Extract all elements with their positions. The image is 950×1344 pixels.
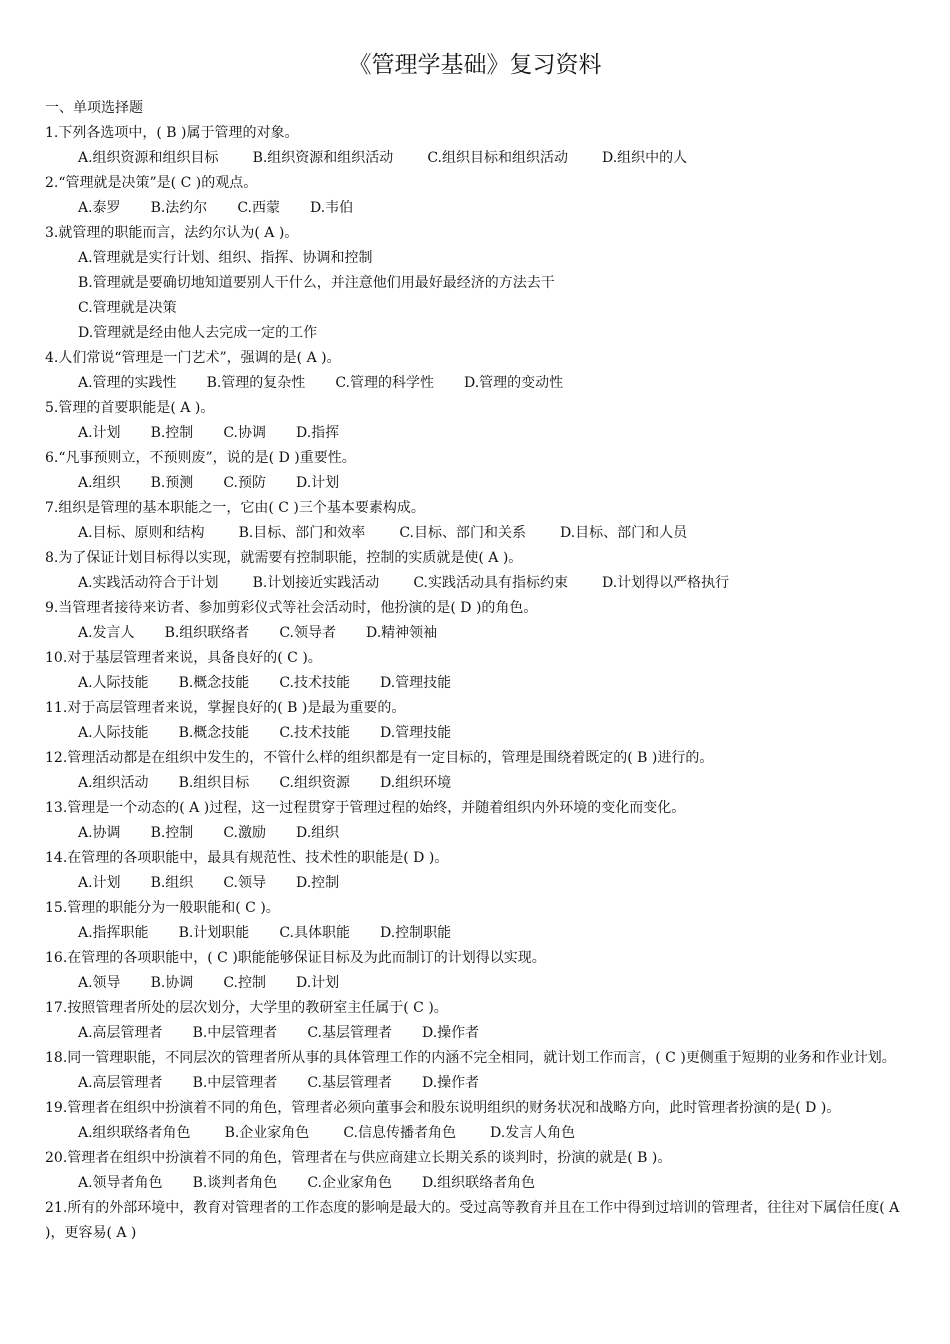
option-text: A.计划 (78, 875, 121, 891)
option-text: D.管理技能 (379, 675, 452, 691)
option-text: B.组织目标 (178, 775, 250, 791)
question-stem: 5.管理的首要职能是( A )。 (45, 400, 215, 416)
question-stem: 4.人们常说“管理是一门艺术”，强调的是( A )。 (45, 350, 341, 366)
option-text: A.指挥职能 (78, 925, 149, 941)
option-text: C.预防 (223, 475, 266, 491)
question-stem: 2.“管理就是决策”是( C )的观点。 (45, 175, 258, 191)
option-row (45, 671, 907, 696)
option-text: D.组织中的人 (601, 150, 688, 166)
question-item (45, 646, 907, 696)
option-text: D.韦伯 (309, 200, 354, 216)
question-item (45, 896, 907, 946)
question-item (45, 1046, 907, 1096)
option-row (45, 1171, 907, 1196)
option-text: B.中层管理者 (192, 1025, 278, 1041)
question-item (45, 221, 907, 346)
question-item (45, 696, 907, 746)
option-text: C.管理的科学性 (335, 375, 434, 391)
question-stem: 13.管理是一个动态的( A )过程，这一过程贯穿于管理过程的始终，并随着组织内外环境的变化而变化。 (45, 800, 686, 816)
option-text: B.目标、部门和效率 (238, 525, 366, 541)
option-text: A.领导者角色 (78, 1175, 163, 1191)
option-text: A.管理的实践性 (78, 375, 177, 391)
option-text: C.协调 (223, 425, 266, 441)
option-text: C.西蒙 (237, 200, 280, 216)
option-text: D.精神领袖 (365, 625, 438, 641)
question-stem: 8.为了保证计划目标得以实现，就需要有控制职能，控制的实质就是使( A )。 (45, 550, 523, 566)
question-item (45, 846, 907, 896)
option-text: C.组织资源 (279, 775, 350, 791)
question-item (45, 346, 907, 396)
question-item (45, 1096, 907, 1146)
option-text: B.法约尔 (150, 200, 208, 216)
option-row (45, 871, 907, 896)
option-text: C.领导 (223, 875, 266, 891)
option-text: D.计划 (295, 975, 340, 991)
option-row (45, 771, 907, 796)
question-item (45, 1196, 907, 1246)
question-stem: 10.对于基层管理者来说，具备良好的( C )。 (45, 650, 322, 666)
question-item (45, 946, 907, 996)
option-text: A.组织资源和组织目标 (78, 150, 219, 166)
question-item (45, 1146, 907, 1196)
option-row (45, 1071, 907, 1096)
option-row (45, 821, 907, 846)
option-text: C.信息传播者角色 (343, 1125, 456, 1141)
option-text: B.控制 (150, 825, 194, 841)
question-stem: 9.当管理者接待来访者、参加剪彩仪式等社会活动时，他扮演的是( D )的角色。 (45, 600, 538, 616)
option-row (45, 971, 907, 996)
option-row (45, 371, 907, 396)
question-stem: 15.管理的职能分为一般职能和( C )。 (45, 900, 280, 916)
question-item (45, 746, 907, 796)
option-text: D.操作者 (421, 1025, 480, 1041)
option-line: D.管理就是经由他人去完成一定的工作 (78, 325, 318, 341)
question-stem: 3.就管理的职能而言，法约尔认为( A )。 (45, 225, 299, 241)
option-text: D.组织联络者角色 (421, 1175, 536, 1191)
option-text: A.领导 (78, 975, 121, 991)
option-text: A.组织活动 (78, 775, 149, 791)
question-stem: 20.管理者在组织中扮演着不同的角色，管理者在与供应商建立长期关系的谈判时，扮演的就是( B )。 (45, 1150, 672, 1166)
option-text: B.控制 (150, 425, 194, 441)
option-text: B.概念技能 (178, 675, 250, 691)
option-text: D.控制职能 (379, 925, 452, 941)
option-row (45, 196, 907, 221)
option-text: D.计划得以严格执行 (601, 575, 730, 591)
option-text: D.控制 (295, 875, 340, 891)
option-text: C.实践活动具有指标约束 (413, 575, 568, 591)
option-text: A.发言人 (78, 625, 135, 641)
option-text: A.目标、原则和结构 (78, 525, 205, 541)
document-title: 《管理学基础》复习资料 (348, 52, 602, 78)
question-item (45, 396, 907, 446)
option-text: D.组织环境 (379, 775, 452, 791)
question-item (45, 171, 907, 221)
question-stem: 7.组织是管理的基本职能之一，它由( C )三个基本要素构成。 (45, 500, 425, 516)
question-stem: 6.“凡事预则立，不预则废”，说的是( D )重要性。 (45, 450, 356, 466)
option-text: B.计划接近实践活动 (252, 575, 380, 591)
question-item (45, 796, 907, 846)
option-text: A.人际技能 (78, 725, 149, 741)
option-row (45, 421, 907, 446)
option-text: A.计划 (78, 425, 121, 441)
question-item (45, 996, 907, 1046)
question-item (45, 546, 907, 596)
option-text: C.企业家角色 (307, 1175, 392, 1191)
option-text: D.组织 (295, 825, 340, 841)
option-text: D.操作者 (421, 1075, 480, 1091)
option-text: A.协调 (78, 825, 121, 841)
option-text: D.管理的变动性 (463, 375, 564, 391)
option-text: B.管理的复杂性 (206, 375, 306, 391)
option-text: C.基层管理者 (307, 1025, 392, 1041)
question-stem: 21.所有的外部环境中，教育对管理者的工作态度的影响是最大的。受过高等教育并且在工作中得到过培训的管理者，往往对下属信任度( A )，更容易( A ) (45, 1200, 900, 1241)
question-stem: 19.管理者在组织中扮演着不同的角色，管理者必须向董事会和股东说明组织的财务状况和战略方向，此时管理者扮演的是( D )。 (45, 1100, 841, 1116)
option-line: B.管理就是要确切地知道要别人干什么，并注意他们用最好最经济的方法去干 (78, 275, 555, 291)
option-text: B.中层管理者 (192, 1075, 278, 1091)
option-row (45, 721, 907, 746)
question-item (45, 121, 907, 171)
option-text: B.协调 (150, 975, 194, 991)
question-stem: 1.下列各选项中，( B )属于管理的对象。 (45, 125, 299, 141)
option-row (45, 621, 907, 646)
option-text: D.计划 (295, 475, 340, 491)
option-text: A.组织联络者角色 (78, 1125, 191, 1141)
option-row (45, 146, 907, 171)
option-line: C.管理就是决策 (78, 300, 177, 316)
option-text: B.组织联络者 (164, 625, 250, 641)
question-list (45, 121, 907, 1246)
option-text: C.领导者 (279, 625, 336, 641)
option-text: C.技术技能 (279, 725, 350, 741)
option-row (45, 1121, 907, 1146)
option-text: C.基层管理者 (307, 1075, 392, 1091)
question-stem: 11.对于高层管理者来说，掌握良好的( B )是最为重要的。 (45, 700, 406, 716)
option-text: A.人际技能 (78, 675, 149, 691)
option-row (45, 921, 907, 946)
question-stem: 17.按照管理者所处的层次划分，大学里的教研室主任属于( C )。 (45, 1000, 448, 1016)
option-row (45, 1021, 907, 1046)
option-text: D.目标、部门和人员 (559, 525, 688, 541)
option-text: D.指挥 (295, 425, 340, 441)
option-text: C.控制 (223, 975, 266, 991)
option-text: C.目标、部门和关系 (399, 525, 526, 541)
option-text: B.组织资源和组织活动 (252, 150, 394, 166)
option-text: A.泰罗 (78, 200, 121, 216)
option-text: B.预测 (150, 475, 194, 491)
option-text: D.管理技能 (379, 725, 452, 741)
option-text: B.企业家角色 (224, 1125, 310, 1141)
option-text: C.组织目标和组织活动 (427, 150, 568, 166)
option-text: A.高层管理者 (78, 1075, 163, 1091)
option-line: A.管理就是实行计划、组织、指挥、协调和控制 (78, 250, 373, 266)
option-row (45, 521, 907, 546)
question-stem: 12.管理活动都是在组织中发生的，不管什么样的组织都是有一定目标的，管理是围绕着既定的( B )进行的。 (45, 750, 714, 766)
option-text: A.组织 (78, 475, 121, 491)
option-text: B.谈判者角色 (192, 1175, 278, 1191)
option-text: B.概念技能 (178, 725, 250, 741)
question-item (45, 596, 907, 646)
question-stem: 16.在管理的各项职能中，( C )职能能够保证目标及为此而制订的计划得以实现。 (45, 950, 546, 966)
option-text: A.实践活动符合于计划 (78, 575, 219, 591)
option-text: C.激励 (223, 825, 266, 841)
section-heading: 一、单项选择题 (45, 100, 143, 116)
option-text: C.具体职能 (279, 925, 350, 941)
option-text: D.发言人角色 (489, 1125, 576, 1141)
option-text: B.计划职能 (178, 925, 250, 941)
question-stem: 18.同一管理职能，不同层次的管理者所从事的具体管理工作的内涵不完全相同，就计划工作而言，( C )更侧重于短期的业务和作业计划。 (45, 1050, 896, 1066)
question-item (45, 446, 907, 496)
option-row (45, 471, 907, 496)
option-text: A.高层管理者 (78, 1025, 163, 1041)
question-stem: 14.在管理的各项职能中，最具有规范性、技术性的职能是( D )。 (45, 850, 449, 866)
option-text: C.技术技能 (279, 675, 350, 691)
question-item (45, 496, 907, 546)
option-row (45, 571, 907, 596)
option-text: B.组织 (150, 875, 194, 891)
